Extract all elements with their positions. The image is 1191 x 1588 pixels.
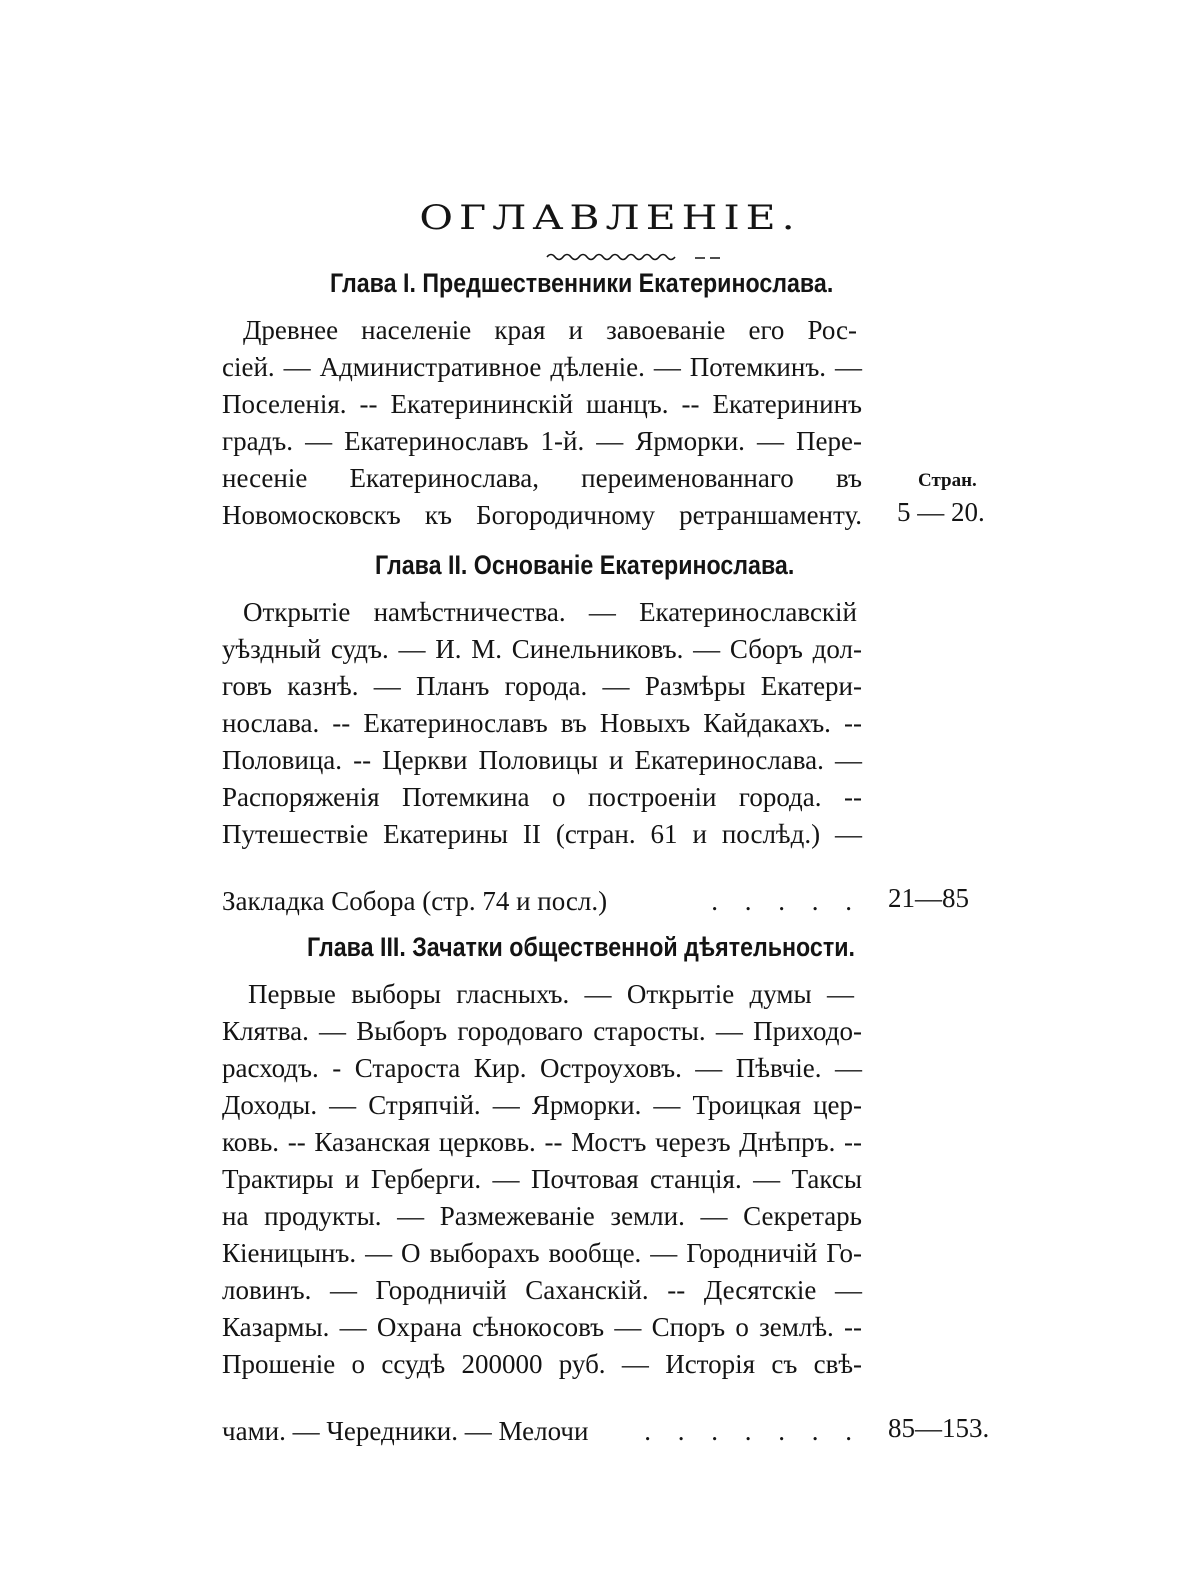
chapter-2-heading: Глава II. Основанiе Екатеринослава. <box>375 550 795 580</box>
chapter-3-line-1: Первые выборы гласныхъ. — Открытiе думы — <box>248 979 854 1009</box>
chapter-1-line-4: градъ. — Екатеринославъ 1-й. — Ярморки. — Пере- <box>222 426 862 456</box>
chapter-3-line-3: расходъ. - Староста Кир. Остроуховъ. — Пѣвчiе. — <box>222 1053 862 1083</box>
chapter-1-line-5: несенiе Екатеринослава, переименованнаго въ <box>222 463 862 493</box>
pages-label: Стран. <box>918 470 977 491</box>
chapter-3-line-5: ковь. -- Казанская церковь. -- Мостъ черезъ Днѣпръ. -- <box>222 1127 862 1157</box>
chapter-3-line-2: Клятва. — Выборъ городоваго старосты. — Приходо- <box>222 1016 862 1046</box>
chapter-1-line-3: Поселенiя. -- Екатерининскiй шанцъ. -- Екатерининъ <box>222 389 862 419</box>
chapter-2-line-6: Распоряженiя Потемкина о построенiи города. -- <box>222 782 862 812</box>
chapter-1-line-2: сiей. — Административное дѣленiе. — Потемкинъ. — <box>222 352 862 382</box>
chapter-2-pages: 21—85 <box>888 883 969 913</box>
title-flourish <box>545 250 725 264</box>
chapter-2-line-1: Открытiе намѣстничества. — Екатеринославскiй <box>243 597 857 627</box>
page-title: ОГЛАВЛЕНIЕ. <box>419 198 801 238</box>
chapter-3-pages: 85—153. <box>888 1413 990 1443</box>
chapter-3-line-11: Прошенiе о ссудѣ 200000 руб. — Исторiя съ свѣ- <box>222 1349 862 1379</box>
chapter-2-line-4: нослава. -- Екатеринославъ въ Новыхъ Кайдакахъ. -- <box>222 708 862 738</box>
chapter-2-line-5: Половица. -- Церкви Половицы и Екатеринослава. — <box>222 745 862 775</box>
chapter-2-line-8 <box>222 883 862 919</box>
chapter-3-line-7: на продукты. — Размежеванiе земли. — Секретарь <box>222 1201 862 1231</box>
chapter-3-line-9: ловинъ. — Городничiй Саханскiй. -- Десятскiе — <box>222 1275 862 1305</box>
chapter-3-line-8: Кiеницынъ. — О выборахъ вообще. — Городничiй Го- <box>222 1238 862 1268</box>
chapter-1-heading: Глава I. Предшественники Екатеринослава. <box>330 268 834 298</box>
chapter-3-leaders: . . . . . . . <box>644 1416 862 1446</box>
chapter-2-line-3: говъ казнѣ. — Планъ города. — Размѣры Екатери- <box>222 671 862 701</box>
chapter-1-line-6: Новомосковскъ къ Богородичному ретраншаменту. <box>222 500 862 530</box>
chapter-2-line-2: уѣздный судъ. — И. М. Синельниковъ. — Сборъ дол- <box>222 634 862 664</box>
chapter-3-line-6: Трактиры и Герберги. — Почтовая станцiя. — Таксы <box>222 1164 862 1194</box>
chapter-2-line-8-text: Закладка Собора (стр. 74 и посл.) <box>222 886 608 916</box>
chapter-3-line-12-text: чами. — Чередники. — Мелочи <box>222 1416 589 1446</box>
chapter-1-line-1: Древнее населенiе края и завоеванiе его Рос- <box>243 315 857 345</box>
chapter-3-line-10: Казармы. — Охрана сѣнокосовъ — Споръ о землѣ. -- <box>222 1312 862 1342</box>
chapter-2-leaders: . . . . . <box>711 886 862 916</box>
chapter-1-pages: 5 — 20. <box>897 497 985 527</box>
chapter-3-heading: Глава III. Зачатки общественной дѣятельности. <box>307 932 855 962</box>
chapter-3-line-4: Доходы. — Стряпчiй. — Ярморки. — Троицкая цер- <box>222 1090 862 1120</box>
chapter-3-line-12 <box>222 1413 862 1449</box>
chapter-2-line-7: Путешествiе Екатерины II (стран. 61 и послѣд.) — <box>222 819 862 849</box>
